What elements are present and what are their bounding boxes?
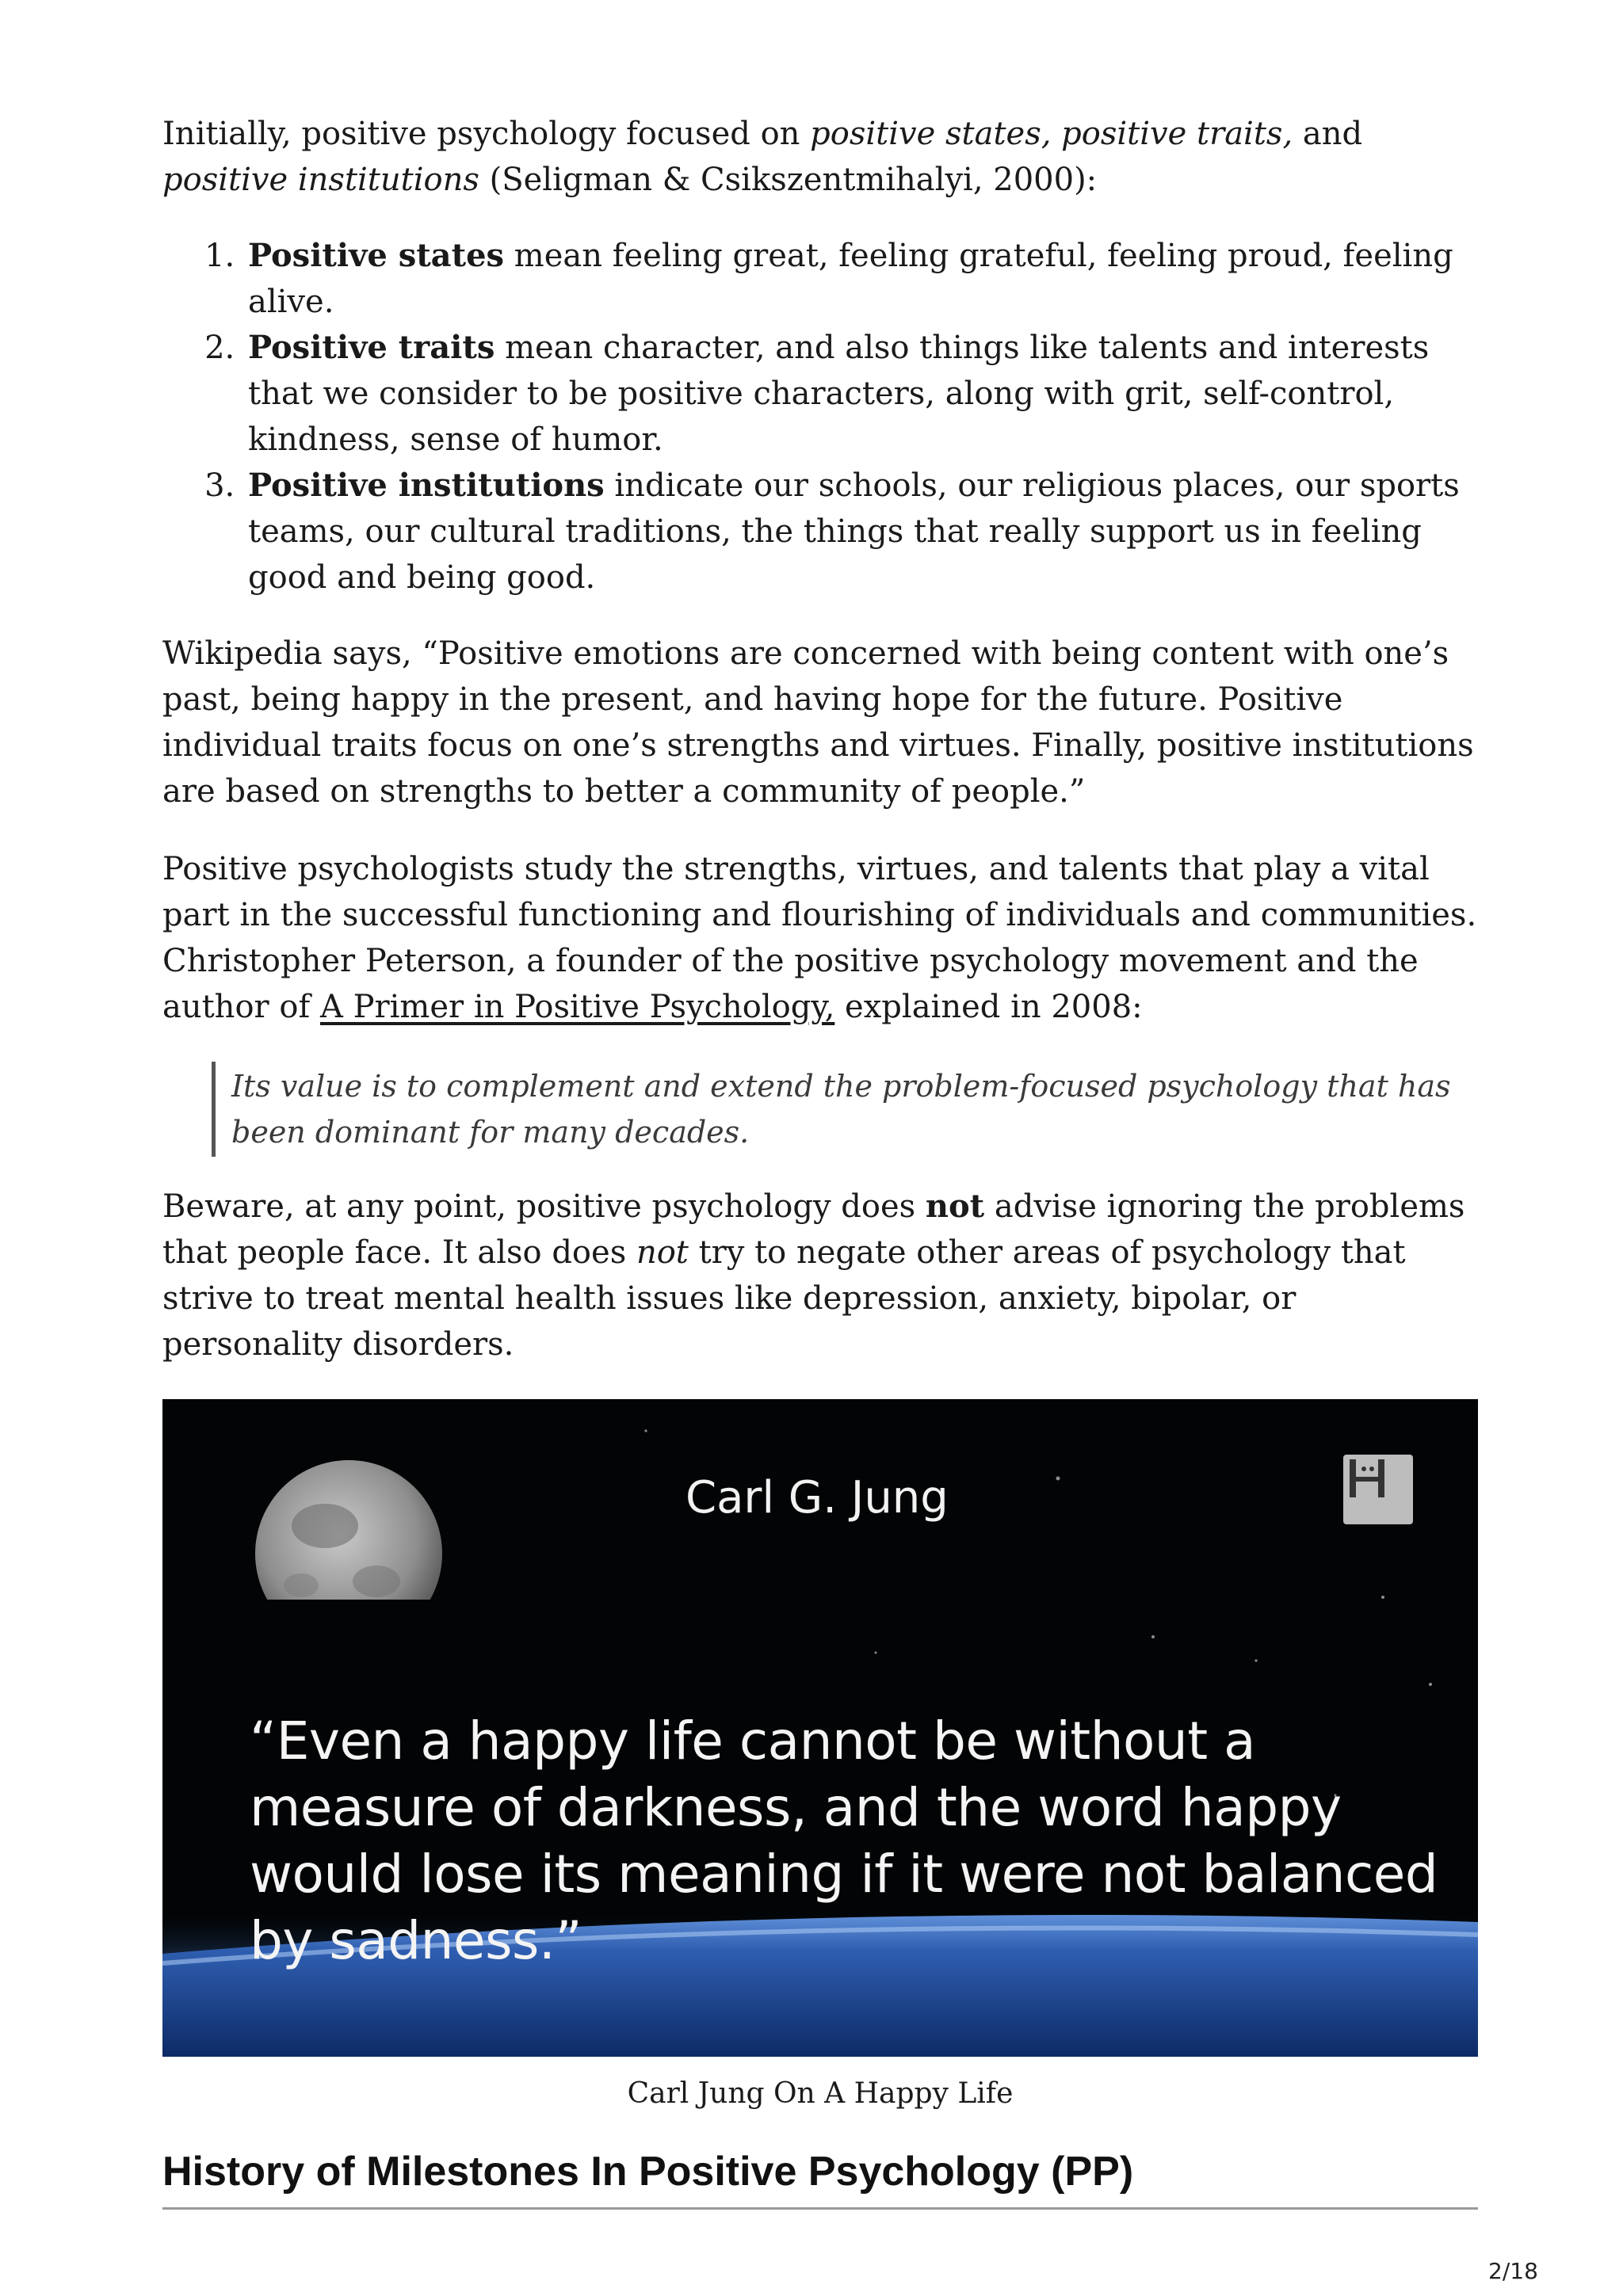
quote-text: “Even a happy life cannot be without a measure of darkness, and the word happy would lose its meaning if it were not balanced by sadness.” xyxy=(250,1711,1438,1971)
positive-list xyxy=(162,233,1478,601)
list-item: 2. Positive traits mean character, and also things like talents and interests that we consider to be positive characters, along with grit, self-control, kindness, sense of humor. xyxy=(245,325,1478,463)
section-heading: History of Milestones In Positive Psychology (PP) xyxy=(162,2144,1478,2210)
intro-paragraph: Initially, positive psychology focused on positive states, positive traits, and positive institutions (Seligman & Csikszentmihalyi, 2000): xyxy=(162,116,1363,198)
page-number: 2/18 xyxy=(1488,2258,1538,2284)
list-item: 3. Positive institutions indicate our schools, our religious places, our sports teams, our cultural traditions, the things that really support us in feeling good and being good. xyxy=(245,463,1478,601)
jung-quote-image xyxy=(162,1399,1478,2057)
publisher-logo-icon xyxy=(1343,1455,1413,1524)
peterson-quote: Its value is to complement and extend the problem-focused psychology that has been dominant for many decades. xyxy=(212,1062,1478,1157)
figure-caption: Carl Jung On A Happy Life xyxy=(627,2077,1014,2110)
wikipedia-paragraph: Wikipedia says, “Positive emotions are concerned with being content with one’s past, being happy in the present, and having hope for the future. Positive individual traits focus on one’s strengths and virtues. Finally, positive institutions are based on strengths to better a community of people.” xyxy=(162,635,1474,810)
beware-paragraph: Beware, at any point, positive psychology does not advise ignoring the problems that people face. It also does not try to negate other areas of psychology that strive to treat mental health issues like depression, anxiety, bipolar, or personality disorders. xyxy=(162,1188,1465,1363)
quote-author: Carl G. Jung xyxy=(685,1472,949,1524)
list-item: 1. Positive states mean feeling great, feeling grateful, feeling proud, feeling alive. xyxy=(245,233,1478,325)
peterson-paragraph: Positive psychologists study the strengths, virtues, and talents that play a vital part in the successful functioning and flourishing of individuals and communities. Christopher Peterson, a founder of the positive psychology movement and the author of A Primer in Positive Psychology, explained in 2008: xyxy=(162,851,1477,1025)
article-content xyxy=(162,111,1478,2210)
primer-link[interactable]: A Primer in Positive Psychology, xyxy=(319,989,835,1025)
